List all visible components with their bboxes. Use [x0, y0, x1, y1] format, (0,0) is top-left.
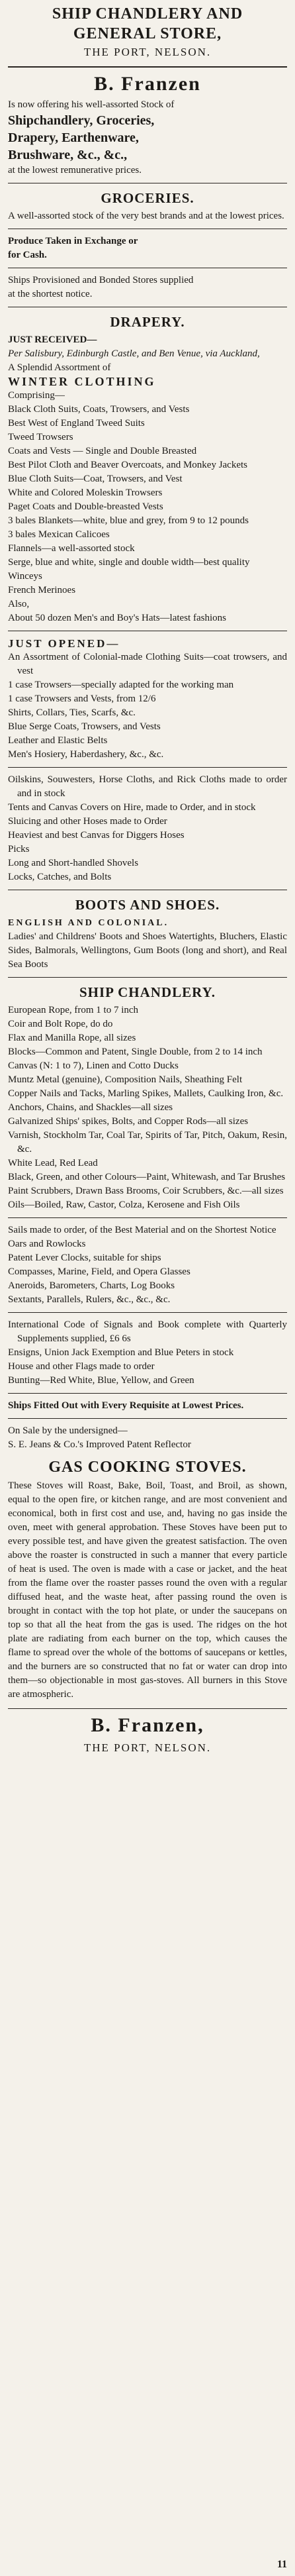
list-item: White and Colored Moleskin Trowsers	[8, 488, 163, 498]
list-item: 1 case Trowsers—specially adapted for the working man	[8, 680, 234, 690]
list-item: Best West of England Tweed Suits	[8, 418, 145, 429]
divider	[8, 1393, 287, 1394]
boots-text: Ladies' and Childrens' Boots and Shoes Watertights, Bluchers, Elastic Sides, Balmorals, Wellingtons, Gum Boots (long and short), and Real Sea Boots	[8, 931, 287, 970]
footer-name: B. Franzen,	[91, 1714, 204, 1736]
list-item: Sluicing and other Hoses made to Order	[8, 816, 167, 827]
gas-sale: On Sale by the undersigned—	[8, 1425, 128, 1436]
list-item: An Assortment of Colonial-made Clothing Suits—coat trowsers, and vest	[8, 652, 287, 676]
header-line3: THE PORT, NELSON.	[83, 46, 212, 58]
list-item: 1 case Trowsers and Vests, from 12/6	[8, 694, 156, 704]
divider	[8, 767, 287, 768]
list-item: Sextants, Parallels, Rulers, &c., &c., &c.	[8, 1294, 171, 1305]
list-item: Black, Green, and other Colours—Paint, Whitewash, and Tar Brushes	[8, 1172, 286, 1182]
gas-maker: S. E. Jeans & Co.'s Improved Patent Reflector	[8, 1439, 191, 1450]
list-item: Shirts, Collars, Ties, Scarfs, &c.	[8, 707, 136, 718]
list-item: Compasses, Marine, Field, and Opera Glasses	[8, 1266, 190, 1277]
list-item: Coir and Bolt Rope, do do	[8, 1019, 113, 1029]
merchant-name: B. Franzen	[94, 73, 201, 95]
list-item: Heaviest and best Canvas for Diggers Hoses	[8, 830, 185, 841]
list-item: Blue Cloth Suits—Coat, Trowsers, and Vest	[8, 474, 183, 484]
fitted-text: Ships Fitted Out with Every Requisite at Lowest Prices.	[8, 1400, 244, 1411]
list-item: Oars and Rowlocks	[8, 1239, 86, 1249]
list-item: Leather and Elastic Belts	[8, 735, 108, 746]
header-line2: GENERAL STORE,	[73, 25, 222, 42]
list-item: Anchors, Chains, and Shackles—all sizes	[8, 1102, 173, 1113]
drapery-comprising: Comprising—	[8, 390, 65, 401]
goods-line3: Brushware, &c., &c.,	[8, 148, 128, 162]
opened-list-2	[8, 773, 287, 884]
drapery-list	[8, 403, 287, 597]
list-item: Paget Coats and Double-breasted Vests	[8, 501, 163, 512]
produce-line1: Produce Taken in Exchange or	[8, 236, 138, 246]
goods-line1: Shipchandlery, Groceries,	[8, 113, 155, 128]
list-item: Blue Serge Coats, Trowsers, and Vests	[8, 721, 161, 732]
list-item: Paint Scrubbers, Drawn Bass Brooms, Coir Scrubbers, &c.—all sizes	[8, 1186, 284, 1196]
list-item: Oilskins, Souwesters, Horse Cloths, and Rick Cloths made to order and in stock	[8, 774, 287, 799]
chandlery-list-2	[8, 1223, 287, 1307]
drapery-winter: WINTER CLOTHING	[8, 375, 156, 388]
chandlery-list	[8, 1004, 287, 1212]
list-item: Long and Short-handled Shovels	[8, 858, 139, 868]
drapery-per: Per Salisbury, Edinburgh Castle, and Ben Venue, via Auckland,	[8, 348, 260, 359]
list-item: European Rope, from 1 to 7 inch	[8, 1005, 139, 1015]
opened-title: JUST OPENED—	[8, 637, 120, 650]
chandlery-list-3	[8, 1318, 287, 1388]
gas-text: These Stoves will Roast, Bake, Boil, Toast, and Broil, as shown, equal to the open fire, or kitchen range, and are most convenient and economical, both in first cost and use, and, having no gas inside the oven, meet with general approbation. These Stoves have been put to every possible test, and have given the greatest satisfaction. The oven above the roaster is constructed in such a manner that every particle of heat is used. The oven is made with a case or jacket, and the heat from the flame over the roaster passes round the oven with a regular diffused heat, and the waste heat, after passing round the oven is brought in contact with the top hot plate, or under the saucepans on top so that all the heat from the gas is used. The ridges on the hot plate are radiating from each burner on the top, which causes the flame to spread over the whole of the bottoms of saucepans or kettles, and the burners are so constructed that no fat or water can drop into them—so objectionable in most gas-stoves. All burners in this Stove are atmospheric.	[8, 1480, 287, 1700]
list-item: Bunting—Red White, Blue, Yellow, and Green	[8, 1375, 194, 1386]
drapery-assortment: A Splendid Assortment of	[8, 362, 111, 373]
list-item: Tweed Trowsers	[8, 432, 73, 442]
list-item: Tents and Canvas Covers on Hire, made to Order, and in stock	[8, 802, 256, 813]
list-item: Men's Hosiery, Haberdashery, &c., &c.	[8, 749, 164, 760]
page-number: 11	[276, 2559, 287, 2570]
list-item: 3 bales Mexican Calicoes	[8, 529, 110, 540]
footer-place: THE PORT, NELSON.	[83, 1741, 212, 1754]
list-item: Ensigns, Union Jack Exemption and Blue Peters in stock	[8, 1347, 234, 1358]
list-item: Patent Lever Clocks, suitable for ships	[8, 1253, 161, 1263]
list-item: Winceys	[8, 571, 42, 582]
chandlery-title: SHIP CHANDLERY.	[79, 984, 216, 1000]
drapery-hats: About 50 dozen Men's and Boy's Hats—latest fashions	[8, 613, 226, 623]
list-item: White Lead, Red Lead	[8, 1158, 98, 1168]
divider	[8, 1418, 287, 1419]
gas-title: GAS COOKING STOVES.	[48, 1459, 247, 1476]
drapery-title: DRAPERY.	[110, 314, 185, 330]
list-item: Flannels—a well-assorted stock	[8, 543, 135, 554]
boots-subtitle: ENGLISH AND COLONIAL.	[8, 918, 169, 928]
list-item: Picks	[8, 844, 30, 854]
intro-text: Is now offering his well-assorted Stock of	[8, 99, 175, 110]
list-item: Blocks—Common and Patent, Single Double, from 2 to 14 inch	[8, 1047, 263, 1057]
list-item: Galvanized Ships' spikes, Bolts, and Copper Rods—all sizes	[8, 1116, 249, 1127]
list-item: International Code of Signals and Book complete with Quarterly Supplements supplied, £6 6s	[8, 1319, 287, 1344]
produce-line2: for Cash.	[8, 250, 47, 260]
divider	[8, 1217, 287, 1218]
list-item: French Merinoes	[8, 585, 76, 595]
list-item: Canvas (N: 1 to 7), Linen and Cotto Ducks	[8, 1060, 179, 1071]
opened-list	[8, 650, 287, 762]
list-item: Oils—Boiled, Raw, Castor, Colza, Kerosene and Fish Oils	[8, 1200, 240, 1210]
list-item: House and other Flags made to order	[8, 1361, 155, 1372]
ships-line1: Ships Provisioned and Bonded Stores supplied	[8, 275, 194, 285]
list-item: Sails made to order, of the Best Material and on the Shortest Notice	[8, 1225, 276, 1235]
goods-line2: Drapery, Earthenware,	[8, 130, 139, 145]
list-item: Flax and Manilla Rope, all sizes	[8, 1033, 136, 1043]
drapery-also: Also,	[8, 599, 30, 609]
list-item: Varnish, Stockholm Tar, Coal Tar, Spirits of Tar, Pitch, Oakum, Resin, &c.	[8, 1130, 287, 1155]
ships-line2: at the shortest notice.	[8, 289, 93, 299]
boots-title: BOOTS AND SHOES.	[75, 897, 220, 913]
list-item: Coats and Vests — Single and Double Breasted	[8, 446, 197, 456]
groceries-text: A well-assorted stock of the very best brands and at the lowest prices.	[8, 211, 284, 221]
list-item: 3 bales Blankets—white, blue and grey, from 9 to 12 pounds	[8, 515, 249, 526]
list-item: Aneroids, Barometers, Charts, Log Books	[8, 1280, 175, 1291]
groceries-title: GROCERIES.	[101, 190, 194, 206]
list-item: Copper Nails and Tacks, Marling Spikes, Mallets, Caulking Iron, &c.	[8, 1088, 284, 1099]
header-line1: SHIP CHANDLERY AND	[52, 5, 243, 23]
divider	[8, 1312, 287, 1313]
drapery-received: JUST RECEIVED—	[8, 335, 97, 345]
terms-text: at the lowest remunerative prices.	[8, 165, 142, 176]
list-item: Black Cloth Suits, Coats, Trowsers, and Vests	[8, 404, 190, 415]
divider	[8, 977, 287, 978]
list-item: Muntz Metal (genuine), Composition Nails, Sheathing Felt	[8, 1074, 243, 1085]
divider	[8, 1708, 287, 1709]
divider	[8, 66, 287, 68]
list-item: Serge, blue and white, single and double width—best quality	[8, 557, 250, 568]
list-item: Best Pilot Cloth and Beaver Overcoats, and Monkey Jackets	[8, 460, 248, 470]
list-item: Locks, Catches, and Bolts	[8, 872, 112, 882]
